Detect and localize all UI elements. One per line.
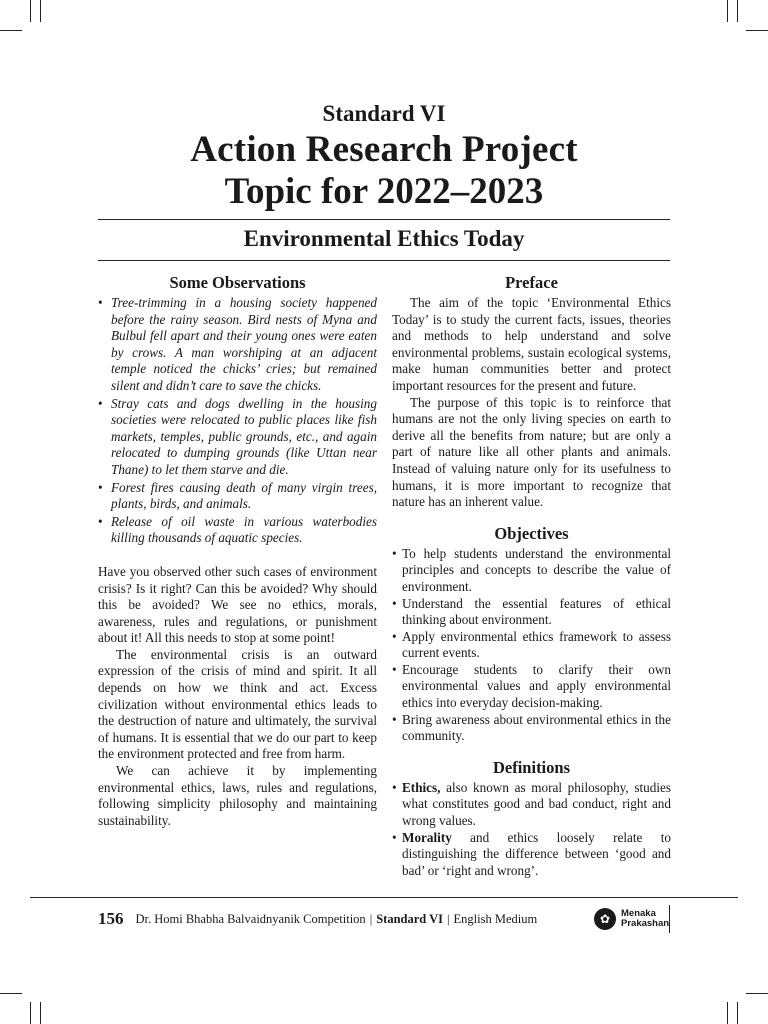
list-item [392, 780, 671, 830]
title-rule-top [98, 219, 670, 220]
crop-mark [0, 993, 22, 994]
preface-heading: Preface [505, 273, 558, 292]
crop-mark [0, 30, 22, 31]
definitions-heading: Definitions [492, 757, 570, 777]
title-rule-bottom [98, 260, 670, 261]
list-item: • Release of oil waste in various waterbodies killing thousands of aquatic species. [98, 514, 377, 547]
publisher-name-line1: Menaka [621, 908, 656, 919]
crop-mark [727, 1002, 728, 1024]
footer-separator: | [447, 911, 450, 926]
list-item: • Encourage students to clarify their own environmental values and apply environmental ethics into everyday decision-making. [392, 662, 671, 712]
list-item: • Tree-trimming in a housing society happened before the rainy season. Bird nests of Myna and Bulbul fell apart and their young ones were eaten by crows. A man worshiping at an adjacent temple noticed the chicks’ cries; but remained silent and didn’t care to save the chicks. [98, 295, 377, 395]
footer-competition: Dr. Homi Bhabha Balvaidnyanik Competition [135, 911, 366, 926]
crop-mark [746, 30, 768, 31]
crop-mark [30, 1002, 31, 1024]
list-item: • Forest fires causing death of many virgin trees, plants, birds, and animals. [98, 480, 377, 513]
body-paragraph: The purpose of this topic is to reinforce that humans are not the only living species on earth to derive all the benefits from nature; but are only a part of nature like all other plants and animals. Instead of valuing nature only for its usefulness to humans, it is more important to recognize that nature has an inherent value. [392, 394, 671, 510]
crop-mark [746, 993, 768, 994]
logo-divider [669, 905, 670, 933]
definition-term: Morality [402, 829, 452, 845]
publisher-name-line2: Prakashan [621, 918, 670, 929]
objectives-list [392, 546, 671, 745]
spacer [98, 548, 377, 564]
crop-mark [40, 1002, 41, 1024]
body-paragraph: The aim of the topic ‘Environmental Ethics Today’ is to study the current facts, issues, theories and methods to help understand and solve environmental problems, sustain ecological systems, make human communities better and protect important resources for the present and future. [392, 295, 671, 393]
page-title-line1: Action Research Project [190, 129, 578, 170]
definition-text: also known as moral philosophy, studies what constitutes good and bad conduct, right and wrong values. [402, 779, 671, 829]
left-column [98, 272, 377, 829]
page-title-line2: Topic for 2022–2023 [224, 171, 544, 212]
footer-rule [30, 897, 738, 898]
footer-standard: Standard VI [376, 911, 444, 926]
page-number: 156 [98, 909, 124, 928]
publisher-emblem-icon: ✿ [594, 908, 616, 930]
observations-list [98, 295, 377, 547]
list-item: • To help students understand the environmental principles and concepts to describe the value of environment. [392, 546, 671, 596]
list-item: • Bring awareness about environmental ethics in the community. [392, 712, 671, 745]
standard-label: Standard VI [322, 101, 446, 126]
definition-text: and ethics loosely relate to distinguishing the difference between ‘good and bad’ or ‘right and wrong’. [402, 829, 671, 878]
footer-medium: English Medium [453, 911, 538, 926]
crop-mark [737, 1002, 738, 1024]
list-item: • Apply environmental ethics framework to assess current events. [392, 629, 671, 662]
page-footer [98, 906, 678, 932]
definitions-list [392, 780, 671, 880]
objectives-heading: Objectives [494, 523, 569, 543]
observations-heading: Some Observations [169, 273, 306, 292]
list-item: • Understand the essential features of ethical thinking about environment. [392, 596, 671, 629]
crop-mark [727, 0, 728, 22]
body-paragraph: We can achieve it by implementing environmental ethics, laws, rules and regulations, following simplicity philosophy and maintaining sustainability. [98, 763, 377, 828]
crop-mark [737, 0, 738, 22]
page-subtitle: Environmental Ethics Today [243, 226, 525, 251]
footer-separator: | [369, 911, 373, 926]
list-item: • Stray cats and dogs dwelling in the housing societies were relocated to public places like fish markets, temples, public grounds, etc., and again relocated to dumping grounds (like Uttan near Thane) to let them starve and die. [98, 396, 377, 479]
body-paragraph: The environmental crisis is an outward expression of the crisis of mind and spirit. It all depends on how we think and act. Excess civilization without environmental ethics leads to the destruction of nature and ultimately, the survival of humans. It is essential that we do our part to keep the environment protected and free from harm. [98, 646, 377, 762]
publisher-name [621, 909, 669, 929]
definition-term: Ethics, [402, 779, 441, 795]
right-column [392, 272, 671, 879]
publisher-logo [594, 905, 674, 933]
crop-mark [30, 0, 31, 22]
list-item [392, 830, 671, 880]
body-paragraph: Have you observed other such cases of environment crisis? Is it right? Can this be avoided? Why should this be avoided? We see no ethics, morals, awareness, rules and regulations, or punishment about it! All this needs to stop at some point! [98, 563, 377, 646]
crop-mark [40, 0, 41, 22]
